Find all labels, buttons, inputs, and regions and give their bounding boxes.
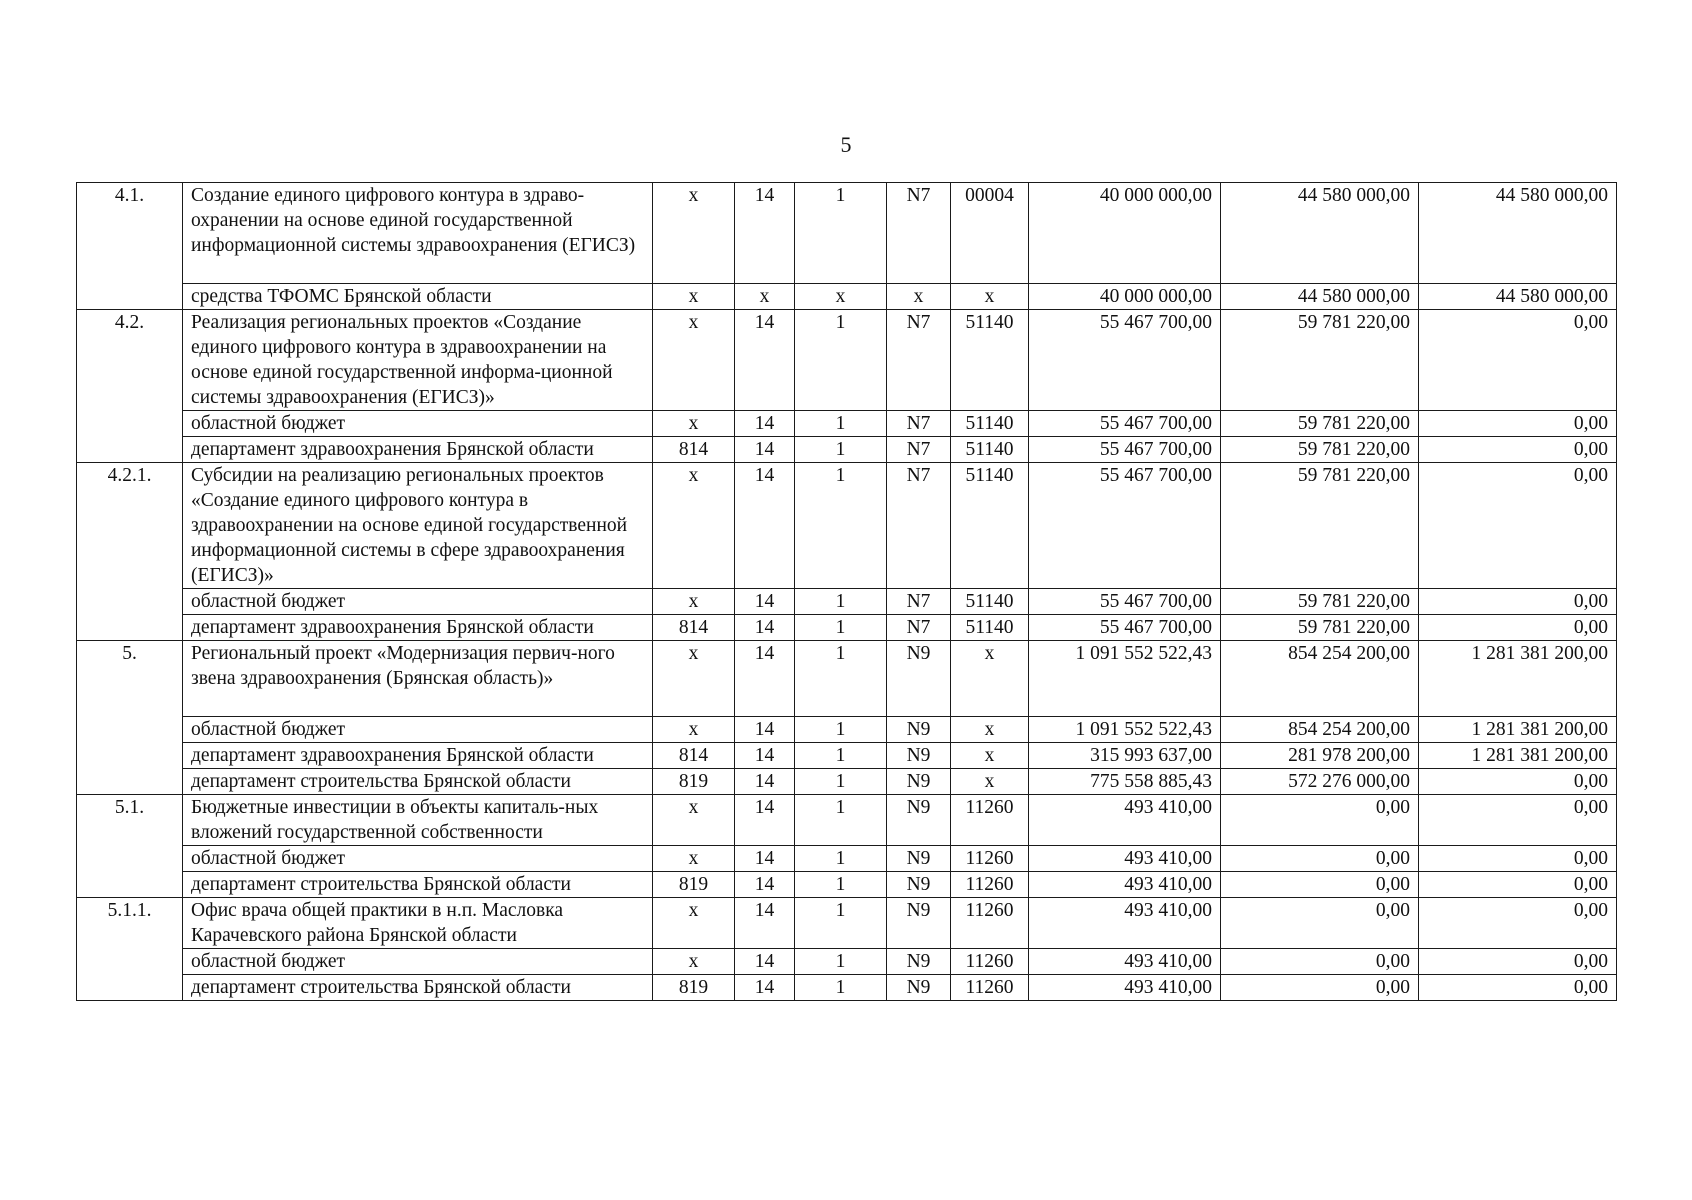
code-cell: N9 [887,898,951,949]
table-row [77,769,1617,795]
code-cell: 51140 [951,437,1029,463]
table-row [77,615,1617,641]
amount-cell: 59 781 220,00 [1221,615,1419,641]
code-cell: 814 [653,615,735,641]
amount-cell: 493 410,00 [1029,949,1221,975]
code-cell: 51140 [951,310,1029,411]
amount-cell: 0,00 [1419,975,1617,1001]
amount-cell: 572 276 000,00 [1221,769,1419,795]
row-description: Бюджетные инвестиции в объекты капиталь-ных вложений государственной собственности [183,795,653,846]
amount-cell: 55 467 700,00 [1029,463,1221,589]
amount-cell: 0,00 [1419,769,1617,795]
code-cell: 14 [735,717,795,743]
amount-cell: 44 580 000,00 [1419,183,1617,284]
code-cell: N9 [887,975,951,1001]
row-description: департамент строительства Брянской области [183,872,653,898]
amount-cell: 0,00 [1221,872,1419,898]
table-row [77,949,1617,975]
table-row [77,284,1617,310]
code-cell: N9 [887,717,951,743]
amount-cell: 0,00 [1221,846,1419,872]
code-cell: 819 [653,769,735,795]
code-cell: 11260 [951,949,1029,975]
code-cell: N7 [887,310,951,411]
code-cell: N9 [887,846,951,872]
row-description: департамент строительства Брянской области [183,769,653,795]
row-number: 5.1. [77,795,183,898]
amount-cell: 0,00 [1221,898,1419,949]
page-number: 5 [840,132,852,157]
amount-cell: 1 091 552 522,43 [1029,641,1221,717]
code-cell: 1 [795,589,887,615]
code-cell: х [653,589,735,615]
code-cell: х [951,769,1029,795]
table-row [77,589,1617,615]
amount-cell: 55 467 700,00 [1029,437,1221,463]
code-cell: х [951,717,1029,743]
amount-cell: 315 993 637,00 [1029,743,1221,769]
code-cell: 814 [653,437,735,463]
amount-cell: 0,00 [1419,949,1617,975]
code-cell: 11260 [951,795,1029,846]
amount-cell: 0,00 [1419,463,1617,589]
amount-cell: 59 781 220,00 [1221,310,1419,411]
code-cell: 51140 [951,615,1029,641]
table-row [77,846,1617,872]
amount-cell: 0,00 [1419,795,1617,846]
code-cell: 11260 [951,975,1029,1001]
amount-cell: 281 978 200,00 [1221,743,1419,769]
code-cell: 1 [795,463,887,589]
row-number: 4.2. [77,310,183,463]
row-number: 5. [77,641,183,795]
amount-cell: 0,00 [1419,846,1617,872]
code-cell: 11260 [951,846,1029,872]
code-cell: N9 [887,949,951,975]
code-cell: 14 [735,949,795,975]
amount-cell: 493 410,00 [1029,795,1221,846]
code-cell: 814 [653,743,735,769]
code-cell: 00004 [951,183,1029,284]
code-cell: 11260 [951,872,1029,898]
row-description: областной бюджет [183,949,653,975]
code-cell: 1 [795,769,887,795]
code-cell: N7 [887,183,951,284]
code-cell: 1 [795,717,887,743]
row-description: департамент здравоохранения Брянской области [183,615,653,641]
table-row [77,411,1617,437]
amount-cell: 0,00 [1419,411,1617,437]
code-cell: N7 [887,411,951,437]
code-cell: х [653,717,735,743]
code-cell: 14 [735,641,795,717]
amount-cell: 44 580 000,00 [1221,284,1419,310]
code-cell: 14 [735,310,795,411]
code-cell: 14 [735,463,795,589]
code-cell: х [653,846,735,872]
code-cell: 1 [795,310,887,411]
code-cell: N7 [887,589,951,615]
table-row [77,872,1617,898]
code-cell: 1 [795,949,887,975]
amount-cell: 1 281 381 200,00 [1419,641,1617,717]
row-description: Офис врача общей практики в н.п. Масловка Карачевского района Брянской области [183,898,653,949]
row-description: департамент здравоохранения Брянской области [183,437,653,463]
row-description: областной бюджет [183,589,653,615]
code-cell: х [735,284,795,310]
row-description: Создание единого цифрового контура в здраво-охранении на основе единой государственной информационной системы здравоохранения (ЕГИСЗ) [183,183,653,284]
amount-cell: 1 091 552 522,43 [1029,717,1221,743]
code-cell: 14 [735,183,795,284]
amount-cell: 493 410,00 [1029,872,1221,898]
table-row [77,743,1617,769]
code-cell: х [653,411,735,437]
code-cell: 1 [795,872,887,898]
code-cell: х [951,284,1029,310]
code-cell: 51140 [951,589,1029,615]
table-row [77,437,1617,463]
amount-cell: 854 254 200,00 [1221,641,1419,717]
code-cell: N9 [887,769,951,795]
table-row [77,898,1617,949]
code-cell: N7 [887,463,951,589]
amount-cell: 493 410,00 [1029,898,1221,949]
row-description: областной бюджет [183,411,653,437]
budget-table [76,182,1617,1001]
code-cell: 14 [735,975,795,1001]
row-description: областной бюджет [183,717,653,743]
row-description: Региональный проект «Модернизация первич-ного звена здравоохранения (Брянская область)» [183,641,653,717]
table-row [77,183,1617,284]
code-cell: х [653,949,735,975]
amount-cell: 55 467 700,00 [1029,310,1221,411]
code-cell: 51140 [951,463,1029,589]
code-cell: 14 [735,411,795,437]
code-cell: х [951,641,1029,717]
table-row [77,717,1617,743]
code-cell: х [653,310,735,411]
amount-cell: 493 410,00 [1029,975,1221,1001]
code-cell: 14 [735,769,795,795]
table-row [77,641,1617,717]
amount-cell: 59 781 220,00 [1221,463,1419,589]
code-cell: х [653,898,735,949]
code-cell: х [653,284,735,310]
table-row [77,975,1617,1001]
amount-cell: 44 580 000,00 [1419,284,1617,310]
amount-cell: 55 467 700,00 [1029,589,1221,615]
code-cell: 51140 [951,411,1029,437]
amount-cell: 55 467 700,00 [1029,615,1221,641]
code-cell: 14 [735,872,795,898]
code-cell: 819 [653,975,735,1001]
amount-cell: 0,00 [1221,795,1419,846]
row-description: средства ТФОМС Брянской области [183,284,653,310]
amount-cell: 59 781 220,00 [1221,589,1419,615]
amount-cell: 493 410,00 [1029,846,1221,872]
code-cell: 14 [735,846,795,872]
row-description: Субсидии на реализацию региональных проектов «Создание единого цифрового контура в здравоохранении на основе единой государственной информационной системы в сфере здравоохранения (ЕГИСЗ)» [183,463,653,589]
code-cell: N9 [887,641,951,717]
table-row [77,310,1617,411]
amount-cell: 44 580 000,00 [1221,183,1419,284]
code-cell: 1 [795,437,887,463]
amount-cell: 854 254 200,00 [1221,717,1419,743]
code-cell: 1 [795,898,887,949]
row-description: департамент строительства Брянской области [183,975,653,1001]
code-cell: 14 [735,898,795,949]
code-cell: N7 [887,437,951,463]
table-row [77,463,1617,589]
amount-cell: 55 467 700,00 [1029,411,1221,437]
row-number: 4.1. [77,183,183,310]
code-cell: 14 [735,615,795,641]
code-cell: 14 [735,795,795,846]
code-cell: N9 [887,795,951,846]
amount-cell: 0,00 [1419,589,1617,615]
table-row [77,795,1617,846]
amount-cell: 0,00 [1419,898,1617,949]
code-cell: N7 [887,615,951,641]
code-cell: 1 [795,615,887,641]
amount-cell: 59 781 220,00 [1221,411,1419,437]
amount-cell: 40 000 000,00 [1029,284,1221,310]
row-number: 5.1.1. [77,898,183,1001]
code-cell: 14 [735,743,795,769]
row-description: департамент здравоохранения Брянской области [183,743,653,769]
code-cell: 1 [795,411,887,437]
amount-cell: 0,00 [1419,615,1617,641]
amount-cell: 1 281 381 200,00 [1419,717,1617,743]
code-cell: х [887,284,951,310]
row-number: 4.2.1. [77,463,183,641]
code-cell: N9 [887,872,951,898]
amount-cell: 59 781 220,00 [1221,437,1419,463]
amount-cell: 0,00 [1419,310,1617,411]
code-cell: 1 [795,641,887,717]
code-cell: 1 [795,846,887,872]
amount-cell: 1 281 381 200,00 [1419,743,1617,769]
amount-cell: 40 000 000,00 [1029,183,1221,284]
code-cell: х [653,183,735,284]
row-description: Реализация региональных проектов «Создание единого цифрового контура в здравоохранении на основе единой государственной информа-ционной системы здравоохранения (ЕГИСЗ)» [183,310,653,411]
amount-cell: 775 558 885,43 [1029,769,1221,795]
code-cell: 1 [795,975,887,1001]
code-cell: 14 [735,437,795,463]
code-cell: 11260 [951,898,1029,949]
code-cell: 14 [735,589,795,615]
code-cell: N9 [887,743,951,769]
amount-cell: 0,00 [1221,949,1419,975]
amount-cell: 0,00 [1419,437,1617,463]
code-cell: х [653,795,735,846]
code-cell: 819 [653,872,735,898]
amount-cell: 0,00 [1419,872,1617,898]
code-cell: 1 [795,795,887,846]
code-cell: х [653,463,735,589]
code-cell: 1 [795,743,887,769]
code-cell: х [653,641,735,717]
code-cell: 1 [795,183,887,284]
code-cell: х [951,743,1029,769]
code-cell: х [795,284,887,310]
amount-cell: 0,00 [1221,975,1419,1001]
row-description: областной бюджет [183,846,653,872]
